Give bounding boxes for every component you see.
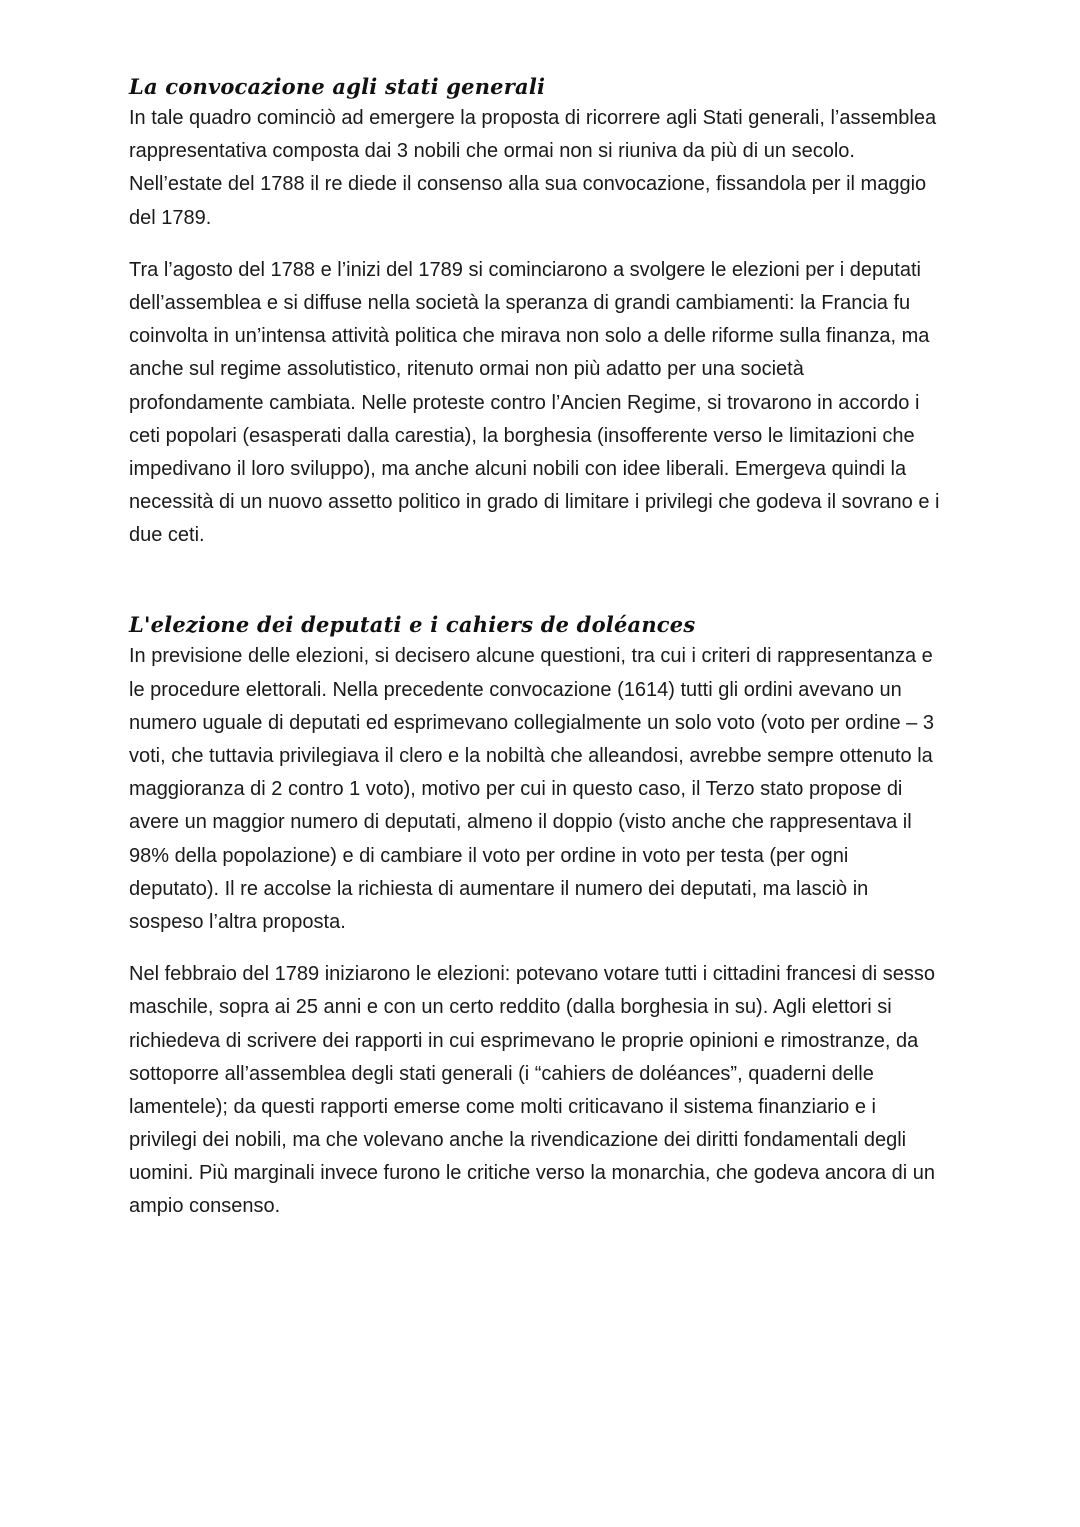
paragraph	[129, 640, 1019, 939]
text-line: ampio consenso.	[129, 1195, 281, 1218]
paragraph	[129, 102, 1019, 235]
text-line: maggioranza di 2 contro 1 voto), motivo per cui in questo caso, il Terzo stato propose di	[129, 778, 903, 801]
text-line: le procedure elettorali. Nella precedente convocazione (1614) tutti gli ordini avevano un	[129, 678, 902, 701]
section-convocazione	[129, 72, 1019, 552]
text-line: profondamente cambiata. Nelle proteste contro l’Ancien Regime, si trovarono in accordo i	[129, 391, 920, 414]
text-line: Tra l’agosto del 1788 e l’inizi del 1789 si cominciarono a svolgere le elezioni per i deputati	[129, 258, 921, 281]
text-line: sottoporre all’assemblea degli stati generali (i “cahiers de doléances”, quaderni delle	[129, 1062, 874, 1085]
text-line: necessità di un nuovo assetto politico in grado di limitare i privilegi che godeva il sovrano e i	[129, 491, 940, 514]
text-line: maschile, sopra ai 25 anni e con un certo reddito (dalla borghesia in su). Agli elettori si	[129, 996, 892, 1019]
text-line: numero uguale di deputati ed esprimevano collegialmente un solo voto (voto per ordine – 3	[129, 711, 934, 734]
text-line: impedivano il loro sviluppo), ma anche alcuni nobili con idee liberali. Emergeva quindi la	[129, 457, 907, 480]
text-line: due ceti.	[129, 524, 205, 547]
text-line: del 1789.	[129, 206, 212, 229]
text-line: rappresentativa composta dai 3 nobili che ormai non si riuniva da più di un secolo.	[129, 140, 855, 163]
section-heading: L'elezione dei deputati e i cahiers de doléances	[129, 612, 696, 638]
text-line: avere un maggior numero di deputati, almeno il doppio (visto anche che rappresentava il	[129, 811, 912, 834]
text-line: anche sul regime assolutistico, ritenuto ormai non più adatto per una società	[129, 358, 804, 381]
text-line: coinvolta in un’intensa attività politica che mirava non solo a delle riforme sulla finanza, ma	[129, 325, 930, 348]
text-line: deputato). Il re accolse la richiesta di aumentare il numero dei deputati, ma lasciò in	[129, 877, 869, 900]
text-line: ceti popolari (esasperati dalla carestia), la borghesia (insofferente verso le limitazioni che	[129, 424, 915, 447]
paragraph	[129, 254, 1019, 553]
text-line: In previsione delle elezioni, si decisero alcune questioni, tra cui i criteri di rappresentanza e	[129, 645, 933, 668]
section-elezione-deputati	[129, 610, 1019, 1223]
text-line: Nell’estate del 1788 il re diede il consenso alla sua convocazione, fissandola per il maggio	[129, 173, 927, 196]
text-line: Nel febbraio del 1789 iniziarono le elezioni: potevano votare tutti i cittadini francesi di sesso	[129, 963, 936, 986]
text-line: 98% della popolazione) e di cambiare il voto per ordine in voto per testa (per ogni	[129, 844, 849, 867]
text-line: uomini. Più marginali invece furono le critiche verso la monarchia, che godeva ancora di un	[129, 1162, 935, 1185]
text-line: richiedeva di scrivere dei rapporti in cui esprimevano le proprie opinioni e rimostranze, da	[129, 1029, 919, 1052]
paragraph	[129, 958, 1019, 1224]
text-line: In tale quadro cominciò ad emergere la proposta di ricorrere agli Stati generali, l’assemblea	[129, 107, 937, 129]
text-line: voti, che tuttavia privilegiava il clero e la nobiltà che alleandosi, avrebbe sempre ottenuto la	[129, 745, 933, 767]
text-line: dell’assemblea e si diffuse nella società la speranza di grandi cambiamenti: la Francia fu	[129, 291, 911, 314]
text-line: lamentele); da questi rapporti emerse come molti criticavano il sistema finanziario e i	[129, 1095, 876, 1118]
text-line: privilegi dei nobili, ma che volevano anche la rivendicazione dei diritti fondamentali degli	[129, 1129, 907, 1152]
text-line: sospeso l’altra proposta.	[129, 910, 346, 933]
section-heading: La convocazione agli stati generali	[129, 74, 546, 99]
document-page	[129, 72, 1019, 1224]
